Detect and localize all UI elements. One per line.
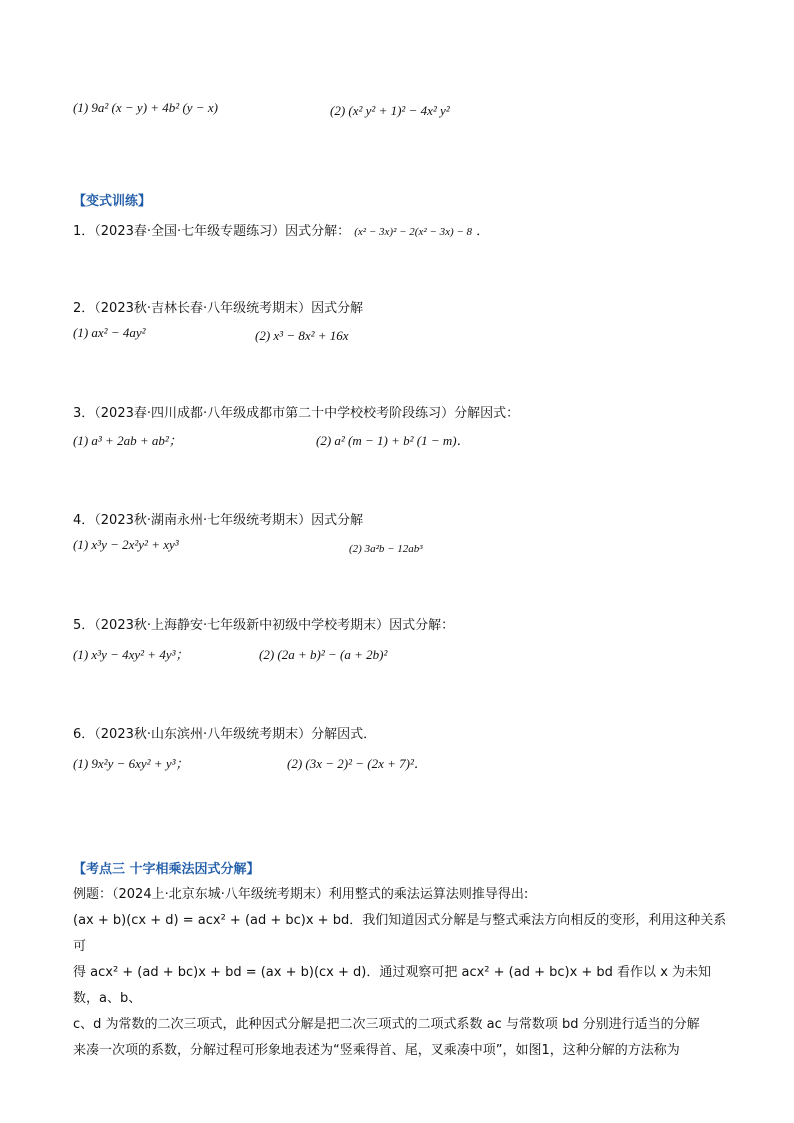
question-5-text: 5．（2023秋·上海静安·七年级新中初级中学校考期末）因式分解： xyxy=(73,618,455,633)
example-line-2: (ax + b)(cx + d) = acx² + (ad + bc)x + bd．我们知道因式分解是与整式乘法方向相反的变形，利用这种关系可 xyxy=(73,913,727,954)
problem-part-2 xyxy=(330,100,450,119)
problem-part-2-expr: (2) (x² y² + 1)² − 4x² y² xyxy=(330,103,450,118)
question-6-part-2-expr: (2) (3x − 2)² − (2x + 7)²． xyxy=(287,756,427,771)
question-6-part-1-expr: (1) 9x²y − 6xy² + y³； xyxy=(73,756,189,771)
question-5-part-1-expr: (1) x³y − 4xy² + 4y³； xyxy=(73,647,189,662)
example-line-1: 例题：（2024上·北京东城·八年级统考期末）利用整式的乘法运算法则推导得出: xyxy=(73,887,529,902)
example-line-3: 得 acx² + (ad + bc)x + bd = (ax + b)(cx + d)．通过观察可把 acx² + (ad + bc)x + bd 看作以 x 为未知数，a、b、 xyxy=(73,965,712,1006)
question-3-part-1-expr: (1) a³ + 2ab + ab²； xyxy=(73,433,182,448)
question-2-part-2 xyxy=(255,325,349,344)
example-line-4: c、d 为常数的二次三项式，此种因式分解是把二次三项式的二项式系数 ac 与常数项 bd 分别进行适当的分解 xyxy=(73,1017,700,1032)
question-3-text: 3．（2023春·四川成都·八年级成都市第二十中学校校考阶段练习）分解因式： xyxy=(73,406,520,421)
question-1-text: 1．（2023春·全国·七年级专题练习）因式分解： xyxy=(73,224,351,239)
question-5-part-1 xyxy=(73,644,189,663)
question-4-part-1-expr: (1) x³y − 2x²y² + xy³ xyxy=(73,537,179,552)
question-4-part-1 xyxy=(73,537,179,553)
question-5-part-2-expr: (2) (2a + b)² − (a + 2b)² xyxy=(259,647,388,662)
question-3-part-2 xyxy=(316,430,470,449)
question-2-text: 2．（2023秋·吉林长春·八年级统考期末）因式分解 xyxy=(73,301,364,316)
question-6-part-1 xyxy=(73,753,189,772)
question-5-part-2 xyxy=(259,644,387,663)
question-2-part-2-expr: (2) x³ − 8x² + 16x xyxy=(255,328,349,343)
variant-heading: 【变式训练】 xyxy=(73,194,152,209)
question-4-part-2-expr: (2) 3a²b − 12ab³ xyxy=(349,543,423,555)
question-6-part-2 xyxy=(287,753,427,772)
problem-part-1 xyxy=(73,100,218,116)
problem-part-1-expr: (1) 9a² (x − y) + 4b² (y − x) xyxy=(73,100,218,115)
question-2-part-1-expr: (1) ax² − 4ay² xyxy=(73,325,146,340)
example-paragraph xyxy=(73,882,733,1064)
question-3-part-1 xyxy=(73,430,182,449)
question-1 xyxy=(73,220,489,239)
question-6-text: 6．（2023秋·山东滨州·八年级统考期末）分解因式． xyxy=(73,727,377,742)
question-2-part-1 xyxy=(73,325,146,341)
question-4-part-2 xyxy=(349,537,423,556)
question-1-expr: (x² − 3x)² − 2(x² − 3x) − 8 xyxy=(354,226,473,238)
question-4-text: 4．（2023秋·湖南永州·七年级统考期末）因式分解 xyxy=(73,513,364,528)
example-line-5: 来凑一次项的系数，分解过程可形象地表述为“竖乘得首、尾，叉乘凑中项”，如图1，这种分解的方法称为 xyxy=(73,1043,680,1058)
question-3-part-2-expr: (2) a² (m − 1) + b² (1 − m)． xyxy=(316,433,470,448)
section-3-heading: 【考点三 十字相乘法因式分解】 xyxy=(73,862,260,877)
question-1-end: ． xyxy=(476,224,490,239)
